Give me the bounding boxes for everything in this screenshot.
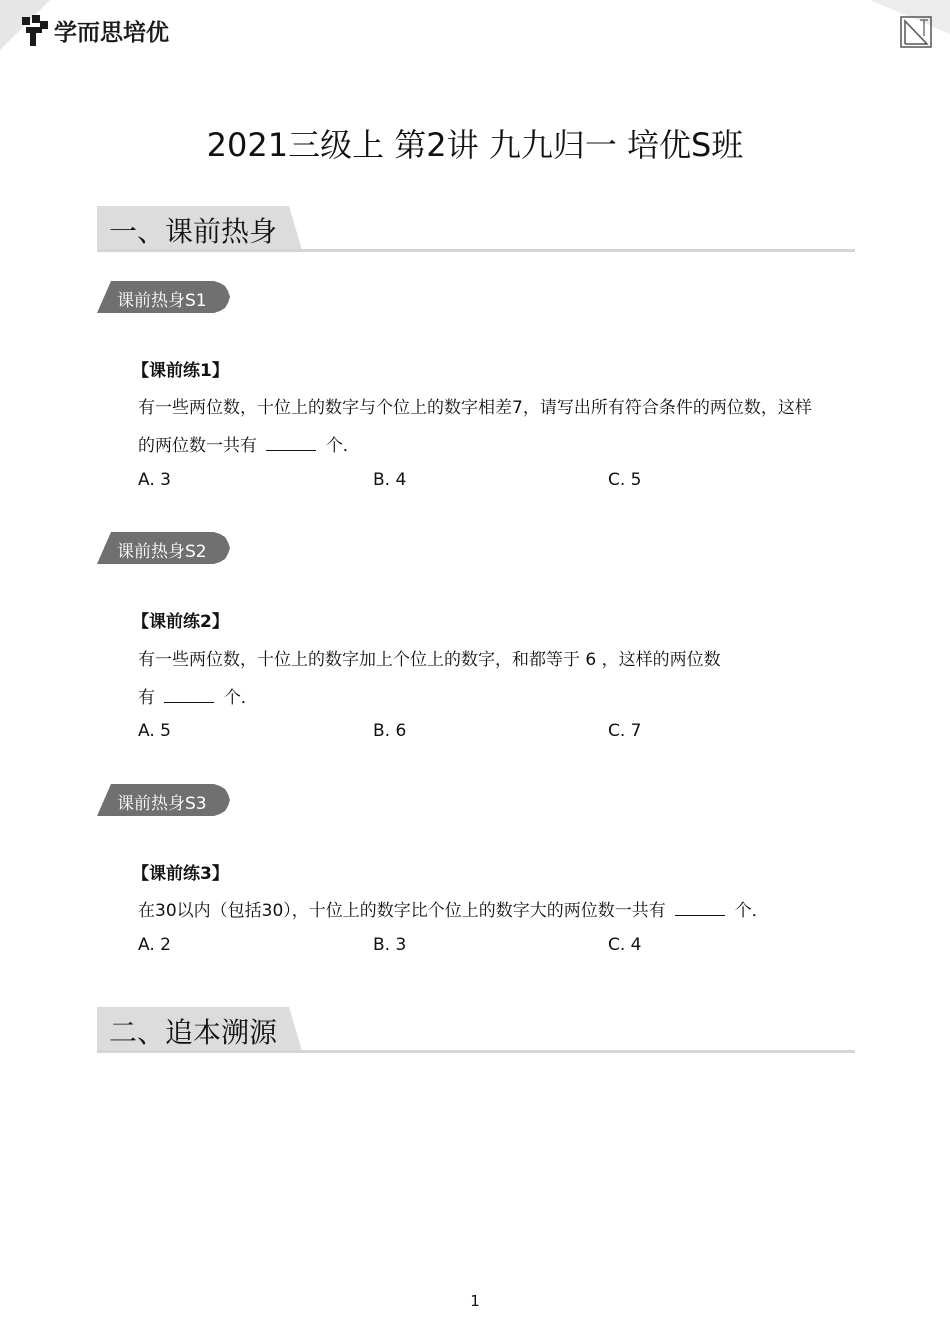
option-b: B. 6 [373, 721, 407, 741]
question-text-line: 有一些两位数，十位上的数字与个位上的数字相差7，请写出所有符合条件的两位数，这样 [138, 398, 812, 418]
section-title: 一、课前热身 [109, 215, 278, 248]
brand-name: 学而思培优 [54, 19, 169, 46]
tag-label: 课前热身S3 [117, 794, 207, 814]
page-number: 1 [470, 1292, 480, 1310]
tag-label: 课前热身S2 [117, 542, 207, 562]
option-b: B. 3 [373, 935, 407, 955]
document-title: 2021三级上 第2讲 九九归一 培优S班 [206, 126, 744, 164]
option-a: A. 2 [138, 935, 171, 955]
option-a: A. 3 [138, 470, 171, 490]
question-text: 个． [734, 901, 769, 921]
section-title: 二、追本溯源 [109, 1016, 278, 1049]
question-text: 有 [138, 688, 155, 708]
subsection-tag-s2 [97, 532, 232, 564]
question-text: 个． [223, 688, 258, 708]
question-label: 【课前练3】 [132, 864, 229, 884]
section-heading-warmup [97, 206, 855, 252]
ruler-triangle-icon [900, 16, 932, 48]
xueersi-logo-icon [20, 13, 50, 47]
question-text: 的两位数一共有 [138, 436, 257, 456]
question-text-line [138, 896, 769, 921]
option-b: B. 4 [373, 470, 407, 490]
question-label: 【课前练2】 [132, 612, 229, 632]
option-c: C. 4 [608, 935, 642, 955]
answer-blank [675, 901, 725, 916]
answer-blank [266, 436, 316, 451]
answer-blank [164, 688, 214, 703]
brand-logo [20, 12, 169, 48]
question-text: 个． [325, 436, 360, 456]
subsection-tag-s1 [97, 281, 232, 313]
question-label: 【课前练1】 [132, 361, 229, 381]
tag-label: 课前热身S1 [117, 291, 207, 311]
option-a: A. 5 [138, 721, 171, 741]
section-heading-review [97, 1007, 855, 1053]
question-text-line [138, 683, 258, 708]
question-text-line: 有一些两位数，十位上的数字加上个位上的数字，和都等于 6 ，这样的两位数 [138, 650, 721, 670]
subsection-tag-s3 [97, 784, 232, 816]
option-c: C. 7 [608, 721, 642, 741]
question-text-line [138, 431, 360, 456]
option-c: C. 5 [608, 470, 642, 490]
question-text: 在30以内（包括30），十位上的数字比个位上的数字大的两位数一共有 [138, 901, 666, 921]
